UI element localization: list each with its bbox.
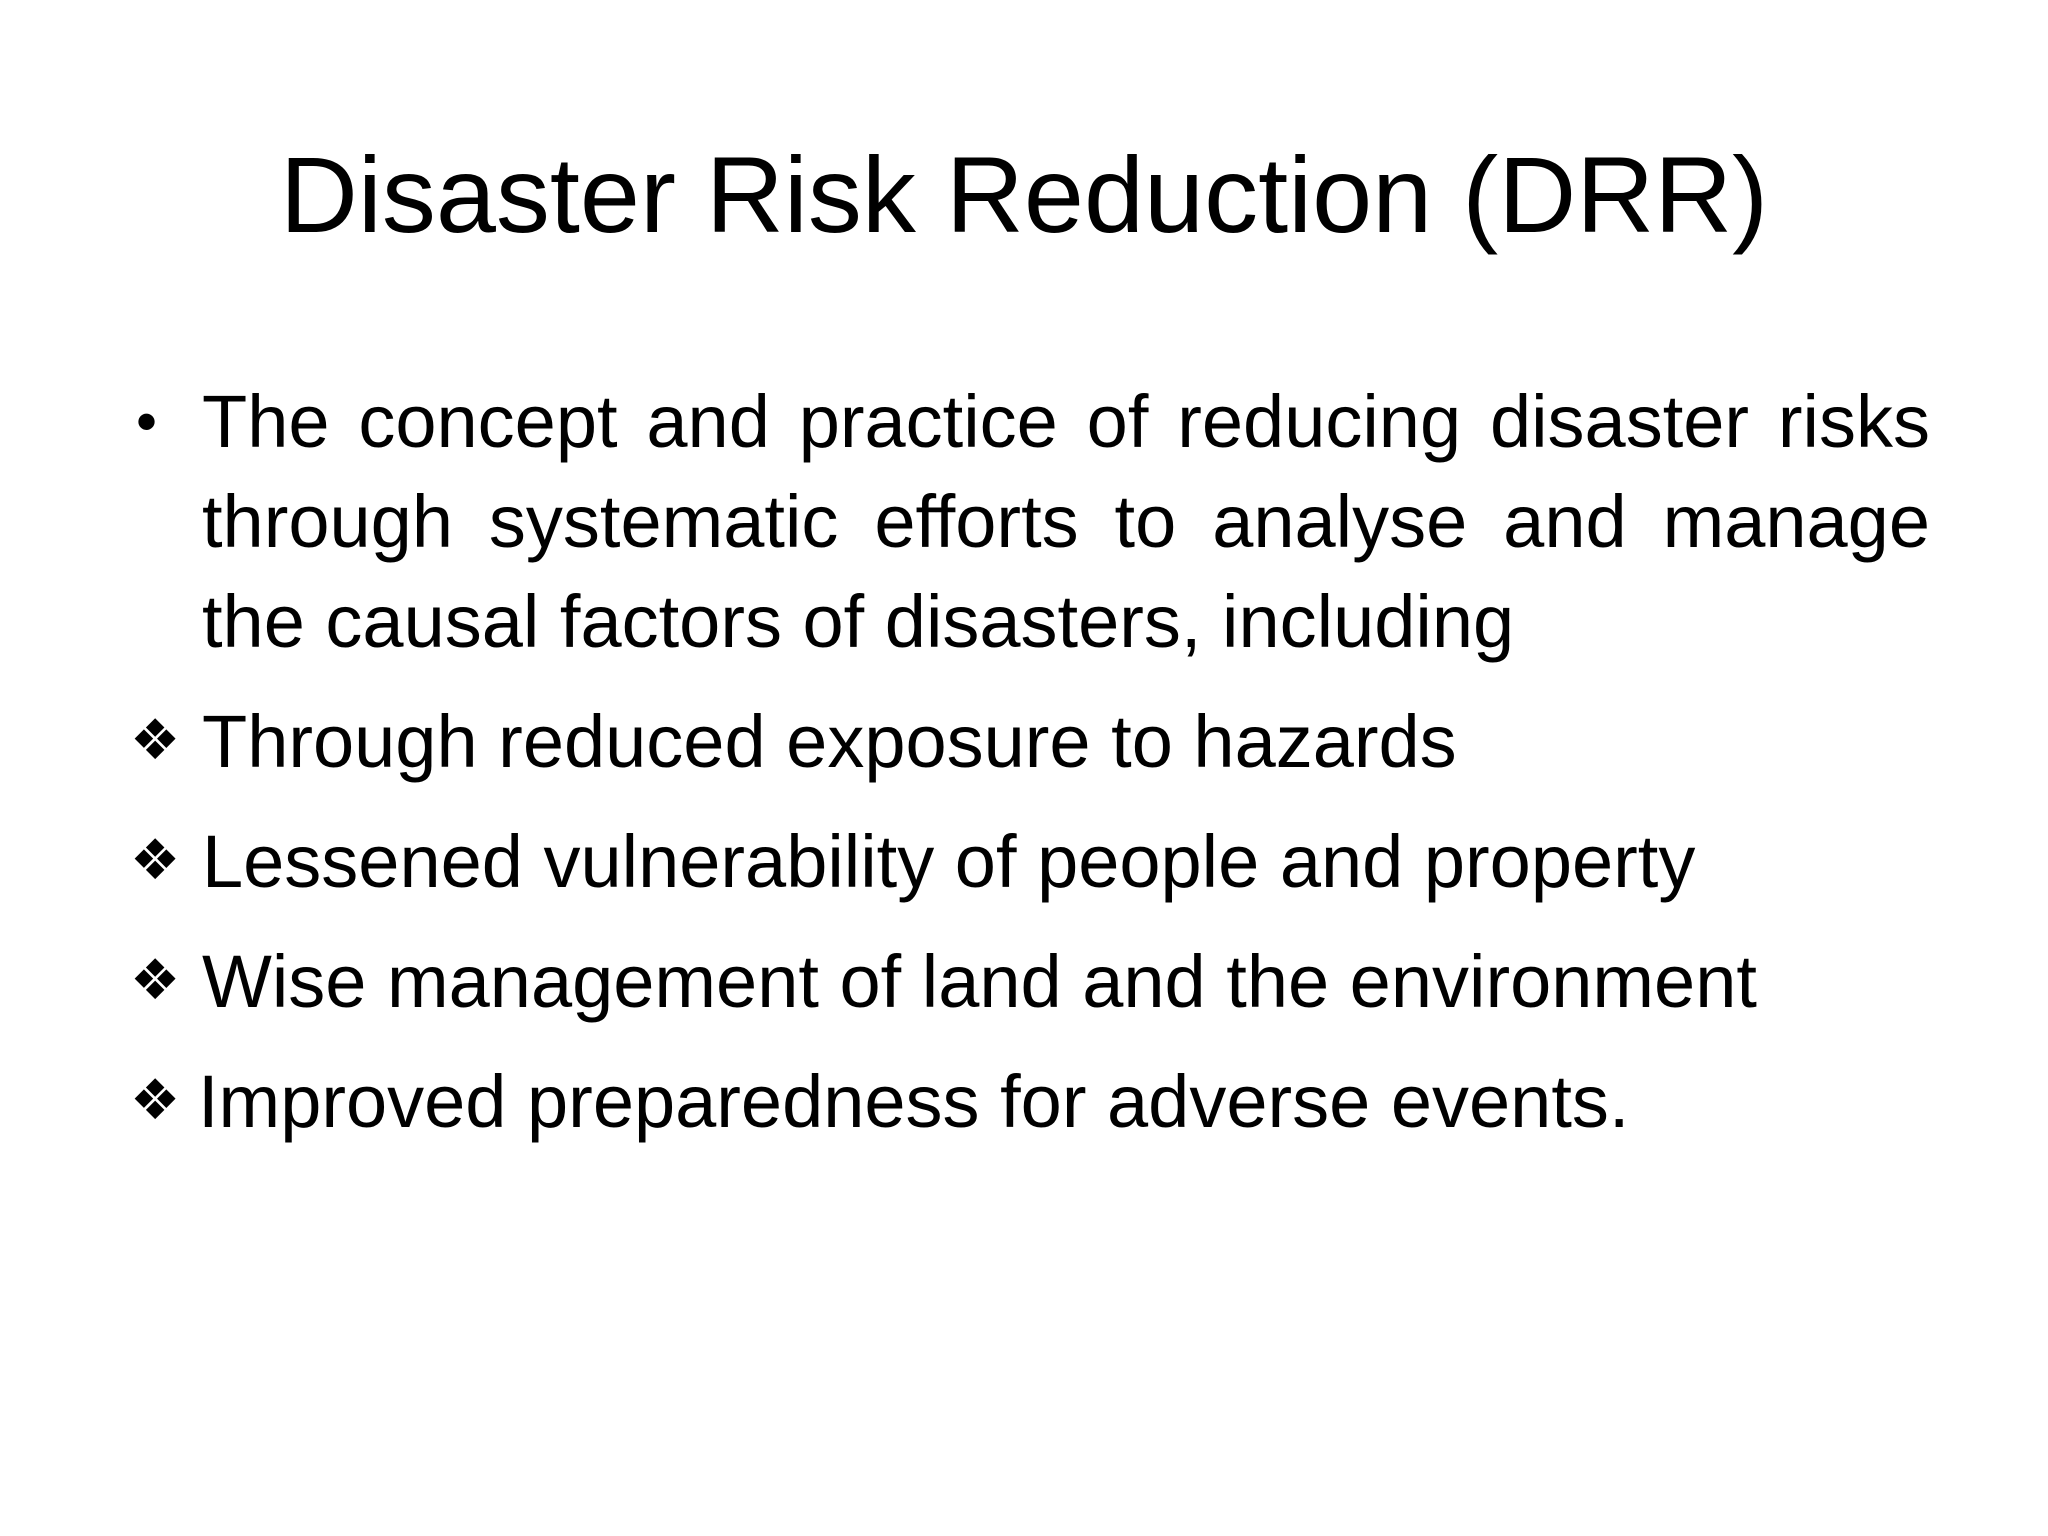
four-diamond-bullet-icon: ❖ (130, 828, 181, 891)
list-item (130, 372, 1930, 672)
bullet-dot-icon: • (136, 388, 158, 455)
list-item-text: Lessened vulnerability of people and property (202, 820, 1696, 903)
four-diamond-bullet-icon: ❖ (130, 948, 181, 1011)
list-item (130, 1052, 1930, 1152)
list-item-text: Wise management of land and the environment (202, 940, 1757, 1023)
list-item (130, 692, 1930, 792)
slide-title: Disaster Risk Reduction (DRR) (279, 134, 1769, 255)
list-item (130, 932, 1930, 1032)
four-diamond-bullet-icon: ❖ (130, 708, 181, 771)
four-diamond-bullet-icon: ❖ (130, 1068, 181, 1131)
list-item-text: Improved preparedness for adverse events. (198, 1060, 1630, 1143)
bullet-list (130, 372, 1930, 1172)
list-item (130, 812, 1930, 912)
list-item-text: Through reduced exposure to hazards (202, 700, 1457, 783)
list-item-text: The concept and practice of reducing disaster risks through systematic efforts to analyse and manage the causal factors of disasters, including (202, 380, 1930, 663)
